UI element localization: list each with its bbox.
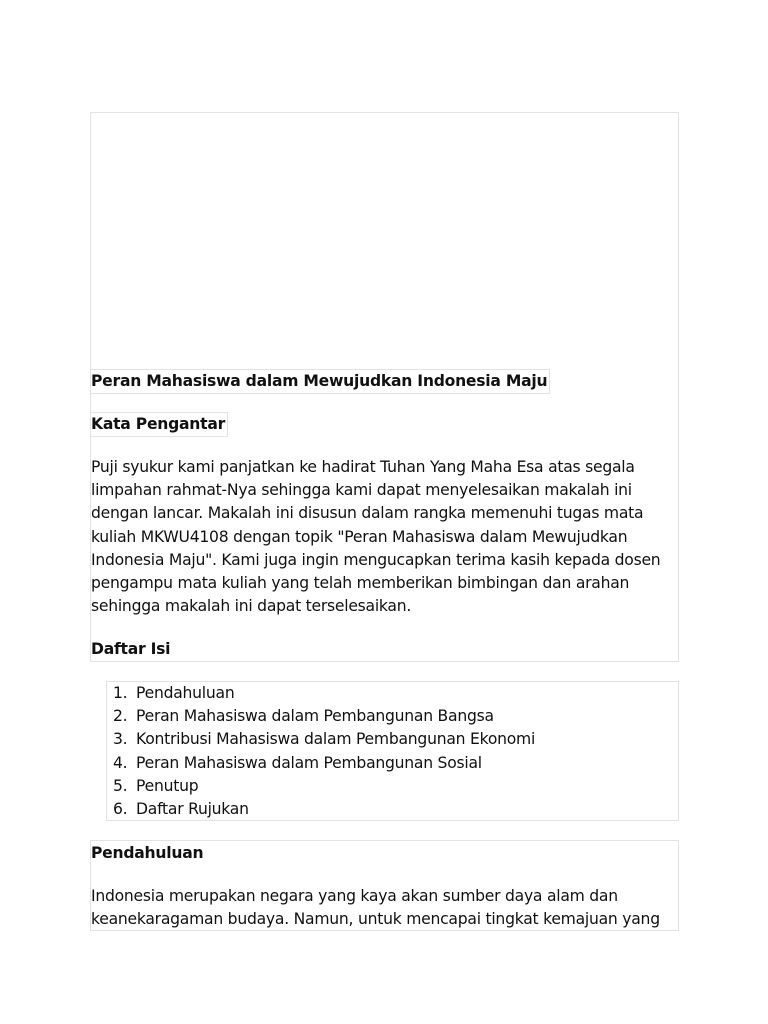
preface-line: Indonesia Maju". Kami juga ingin mengucapkan terima kasih kepada dosen [91,550,661,569]
intro-paragraph [91,885,660,931]
toc-item-number: 2. [113,707,128,726]
intro-line: Indonesia merupakan negara yang kaya akan sumber daya alam dan [91,887,618,905]
intro-heading: Pendahuluan [91,844,204,862]
preface-paragraph [91,456,660,618]
toc-item-pembangunan-bangsa [113,705,535,728]
preface-line: pengampu mata kuliah yang telah memberikan bimbingan dan arahan [91,574,630,593]
toc-item-label: Pendahuluan [136,684,235,702]
document-main-section [90,112,679,662]
toc-item-pembangunan-ekonomi [113,728,535,751]
intro-section [90,840,679,931]
preface-line: kuliah MKWU4108 dengan topik "Peran Mahasiswa dalam Mewujudkan [91,527,628,546]
toc-item-daftar-rujukan [113,798,535,821]
intro-line: keanekaragaman budaya. Namun, untuk mencapai tingkat kemajuan yang [91,910,660,929]
preface-line: Puji syukur kami panjatkan ke hadirat Tuhan Yang Maha Esa atas segala [91,458,635,476]
toc-item-label: Penutup [136,776,199,795]
toc-item-number: 1. [113,684,128,702]
toc-item-label: Peran Mahasiswa dalam Pembangunan Sosial [136,753,482,772]
toc-item-number: 6. [113,800,128,819]
toc-list [113,682,535,821]
toc-item-label: Peran Mahasiswa dalam Pembangunan Bangsa [136,707,494,726]
toc-item-label: Daftar Rujukan [136,800,249,819]
document-title: Peran Mahasiswa dalam Mewujudkan Indonesia Maju [91,369,550,394]
toc-item-number: 5. [113,776,128,795]
toc-item-pembangunan-sosial [113,752,535,775]
preface-heading: Kata Pengantar [91,412,228,437]
toc-item-label: Kontribusi Mahasiswa dalam Pembangunan Ekonomi [136,730,536,749]
toc-item-penutup [113,775,535,798]
toc-heading: Daftar Isi [91,640,171,658]
preface-line: sehingga makalah ini dapat terselesaikan. [91,597,412,616]
toc-item-number: 3. [113,730,128,749]
toc-item-number: 4. [113,753,128,772]
preface-line: limpahan rahmat-Nya sehingga kami dapat menyelesaikan makalah ini [91,481,632,500]
preface-line: dengan lancar. Makalah ini disusun dalam rangka memenuhi tugas mata [91,504,644,523]
table-of-contents [106,681,679,821]
toc-item-pendahuluan [113,682,535,705]
